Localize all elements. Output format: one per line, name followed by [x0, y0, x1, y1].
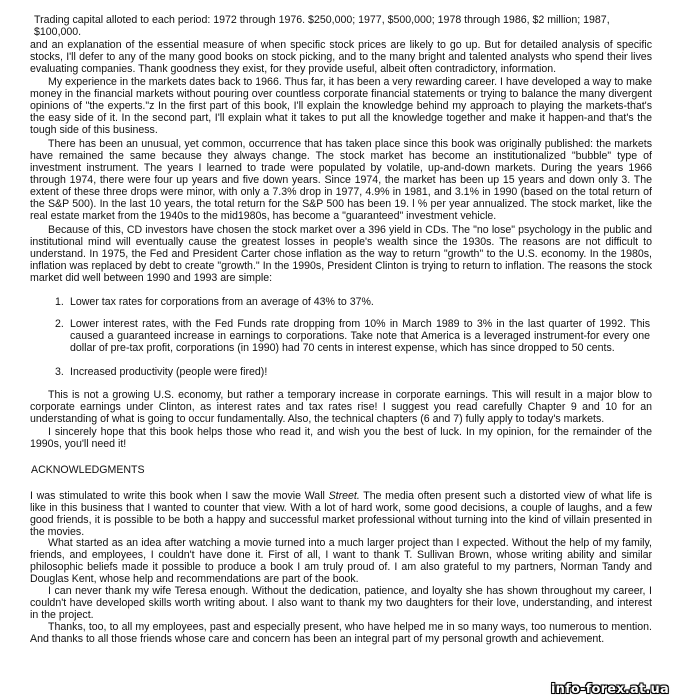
footnote: Trading capital alloted to each period: 1972 through 1976. $250,000; 1977, $500,000; 1978 through 1986, $2 million; 1987, $100,000. — [34, 14, 610, 38]
list-number: 2. — [55, 318, 64, 330]
list-item-2 — [38, 318, 650, 354]
list-text: Increased productivity (people were fired)! — [70, 366, 268, 378]
ack-text-start: I was stimulated to write this book when I saw the movie Wall — [30, 490, 329, 502]
list-text: Lower tax rates for corporations from an average of 43% to 37%. — [70, 296, 374, 308]
cd-investors-paragraph: Because of this, CD investors have chosen the stock market over a 396 yield in CDs. The "no lose" psychology in the public and institutional mind will eventually cause the greatest losses in people's wealth since the 1930s. The reasons are not difficult to understand. In 1975, the Fed and President Carter chose inflation as the way to return "growth" to the U.S. economy. In the 1980s, inflation was replaced by debt to create "growth." In the 1990s, President Clinton is trying to return to inflation. The reasons the stock market did well between 1990 and 1993 are simple: — [30, 224, 652, 284]
watermark: info-forex.at.ua — [551, 682, 669, 697]
list-item-1 — [38, 296, 650, 308]
acknowledgments-paragraph-4: Thanks, too, to all my employees, past and especially present, who have helped me in so many ways, too numerous to mention. And thanks to all those friends whose care and concern has been an integral part of my personal growth and achievement. — [30, 621, 652, 645]
list-text: Lower interest rates, with the Fed Funds rate dropping from 10% in March 1989 to 3% in the last quarter of 1992. This caused a guaranteed increase in earnings to corporations. Take note that America is a leveraged instrument-for every one dollar of pre-tax profit, corporations (in 1990) had 70 cents in interest expense, which has since dropped to 50 cents. — [70, 318, 650, 354]
acknowledgments-paragraph-3: I can never thank my wife Teresa enough. Without the dedication, patience, and loyalty she has shown throughout my career, I couldn't have developed skills worth writing about. I also want to thank my two daughters for their love, understanding, and interest in the project. — [30, 585, 652, 621]
growing-economy-paragraph: This is not a growing U.S. economy, but rather a temporary increase in corporate earnings. This will result in a major blow to corporate earnings under Clinton, as interest rates and tax rates rise! I suggest you read carefully Chapter 9 and 10 for an understanding of what is going to occur fundamentally. Also, the technical chapters (6 and 7) fully apply to today's markets. — [30, 389, 652, 425]
acknowledgments-heading: ACKNOWLEDGMENTS — [31, 464, 145, 476]
experience-paragraph: My experience in the markets dates back to 1966. Thus far, it has been a very rewarding career. I have developed a way to make money in the financial markets without pouring over countless corporate financial statements or trying to balance the many divergent opinions of "the experts."z In the first part of this book, I'll explain the knowledge behind my approach to playing the markets-that's the easy side of it. In the second part, I'll explain what it takes to put all the knowledge together and make it happen-and that's the tough side of this business. — [30, 76, 652, 136]
movie-title-italic: Street. — [328, 490, 360, 502]
hope-paragraph: I sincerely hope that this book helps those who read it, and wish you the best of luck. In my opinion, for the remainder of the 1990s, you'll need it! — [30, 426, 652, 450]
market-change-paragraph: There has been an unusual, yet common, occurrence that has taken place since this book was originally published: the markets have remained the same because they always change. The stock market has become an institutionalized "bubble" type of investment instrument. The years I learned to trade were populated by volatile, up-and-down markets. During the years 1966 through 1974, there were four up years and five down years. Since 1974, the market has been up 15 years and down only 3. The extent of these three drops were minor, with only a 7.3% drop in 1977, 4.9% in 1981, and 3.1% in 1990 (based on the total return of the S&P 500). In the last 10 years, the total return for the S&P 500 has been 19. l % per year annualized. The stock market, like the real estate market from the 1940s to the mid1980s, has become a "guaranteed" investment vehicle. — [30, 138, 652, 222]
list-item-3 — [38, 366, 650, 378]
ack-text-end: The media often present such a distorted view of what life is like in this business that I wanted to counter that view. With a lot of hard work, some good decisions, a couple of laughs, and a few good friends, it is possible to be both a happy and successful market professional without turning into the kind of villain presented in the movies. — [30, 490, 652, 538]
list-number: 3. — [55, 366, 64, 378]
list-number: 1. — [55, 296, 64, 308]
acknowledgments-paragraph-2: What started as an idea after watching a movie turned into a much larger project than I expected. Without the help of my family, friends, and employees, I couldn't have done it. First of all, I want to thank T. Sullivan Brown, whose writing ability and similar philosophic beliefs made it possible to produce a book I am truly proud of. I am also grateful to my partners, Norman Tandy and Douglas Kent, whose help and recommendations are part of the book. — [30, 537, 652, 585]
intro-paragraph: and an explanation of the essential measure of when specific stock prices are likely to go up. But for detailed analysis of specific stocks, I'll defer to any of the many good books on stock picking, and to the many bright and talented analysts who spend their lives evaluating companies. Thank goodness they exist, for they provide useful, albeit often contradictory, information. — [30, 39, 652, 75]
acknowledgments-paragraph-1 — [30, 490, 652, 538]
